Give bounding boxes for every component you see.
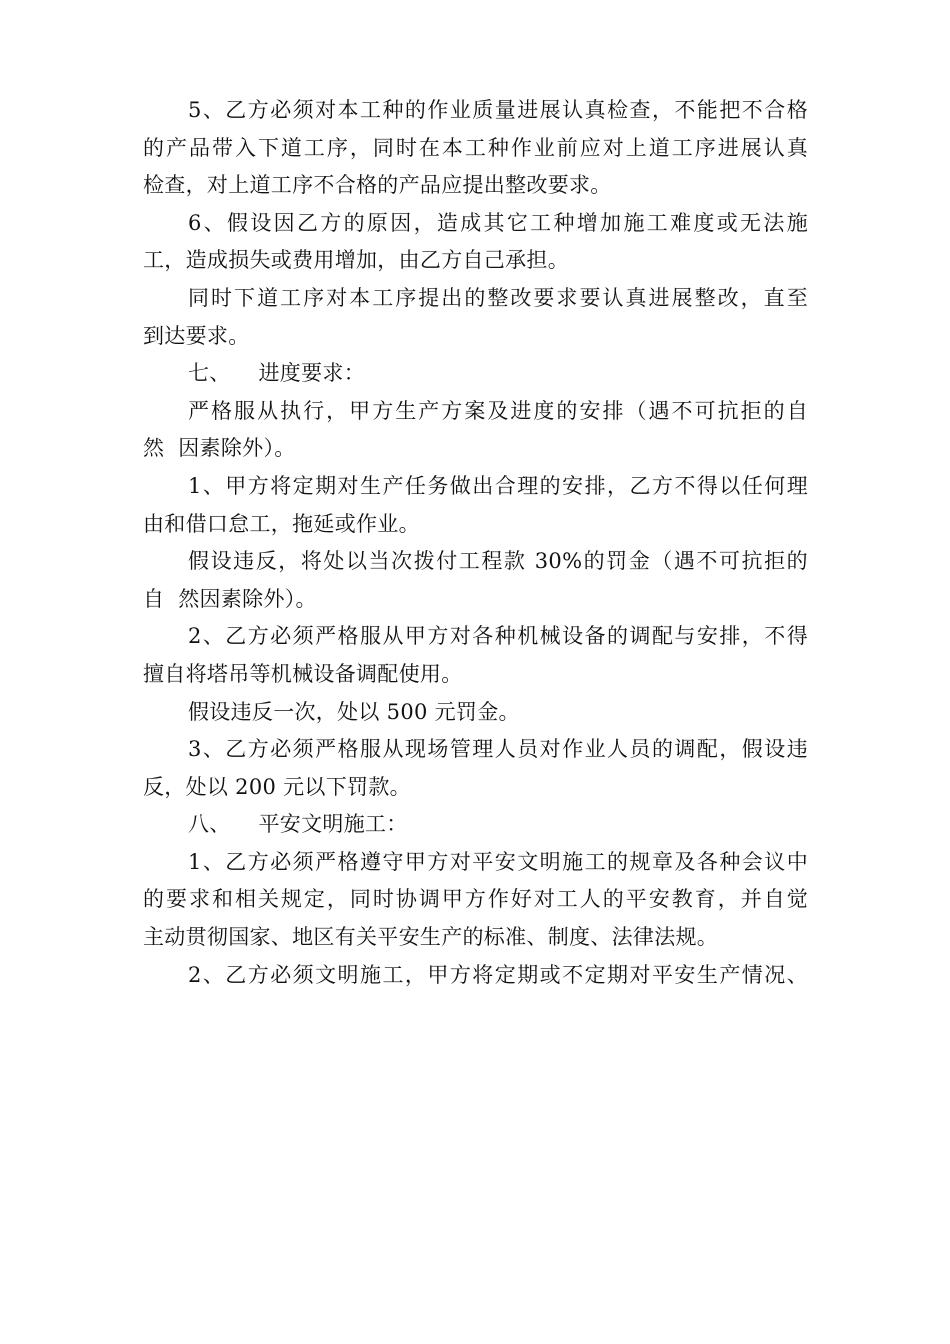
document-text-line: 3、乙方必须严格服从现场管理人员对作业人员的调配，假设违 (188, 737, 808, 762)
document-body (143, 92, 808, 994)
document-text-line: 5、乙方必须对本工种的作业质量进展认真检查，不能把不合格 (188, 98, 808, 122)
document-text-line: 6、假设因乙方的原因，造成其它工种增加施工难度或无法施 (188, 210, 808, 235)
document-text-line: 1、乙方必须严格遵守甲方对平安文明施工的规章及各种会议中 (188, 849, 808, 874)
document-text-line: 由和借口怠工，拖延或作业。 (143, 511, 420, 536)
document-text-line: 到达要求。 (143, 323, 250, 348)
document-text-line: 检查，对上道工序不合格的产品应提出整改要求。 (143, 173, 612, 198)
document-text-line: 2、乙方必须文明施工，甲方将定期或不定期对平安生产情况、 (188, 962, 808, 987)
document-text-line: 假设违反一次，处以 500 元罚金。 (188, 699, 520, 724)
document-text-line: 的产品带入下道工序，同时在本工种作业前应对上道工序进展认真 (143, 135, 808, 160)
document-text-line: 假设违反，将处以当次拨付工程款 30%的罚金（遇不可抗拒的 (188, 549, 808, 574)
document-text-line: 擅自将塔吊等机械设备调配使用。 (143, 661, 463, 686)
document-text-line: 然 因素除外）。 (143, 436, 296, 461)
document-text-line: 八、 平安文明施工： (188, 812, 408, 837)
document-text-line: 严格服从执行，甲方生产方案及进度的安排（遇不可抗拒的自 (188, 398, 808, 423)
document-text-line: 工，造成损失或费用增加，由乙方自己承担。 (143, 248, 569, 273)
document-text-line: 同时下道工序对本工序提出的整改要求要认真进展整改，直至 (188, 285, 808, 310)
document-text-line: 反，处以 200 元以下罚款。 (143, 774, 411, 799)
document-text-line: 自 然因素除外）。 (143, 586, 317, 611)
document-text-line: 1、甲方将定期对生产任务做出合理的安排，乙方不得以任何理 (188, 473, 808, 498)
document-text-line: 2、乙方必须严格服从甲方对各种机械设备的调配与安排，不得 (188, 624, 808, 649)
document-text-line: 主动贯彻国家、地区有关平安生产的标准、制度、法律法规。 (143, 925, 719, 950)
document-text-line: 七、 进度要求： (188, 361, 366, 386)
document-text-line: 的要求和相关规定，同时协调甲方作好对工人的平安教育，并自觉 (143, 887, 808, 912)
